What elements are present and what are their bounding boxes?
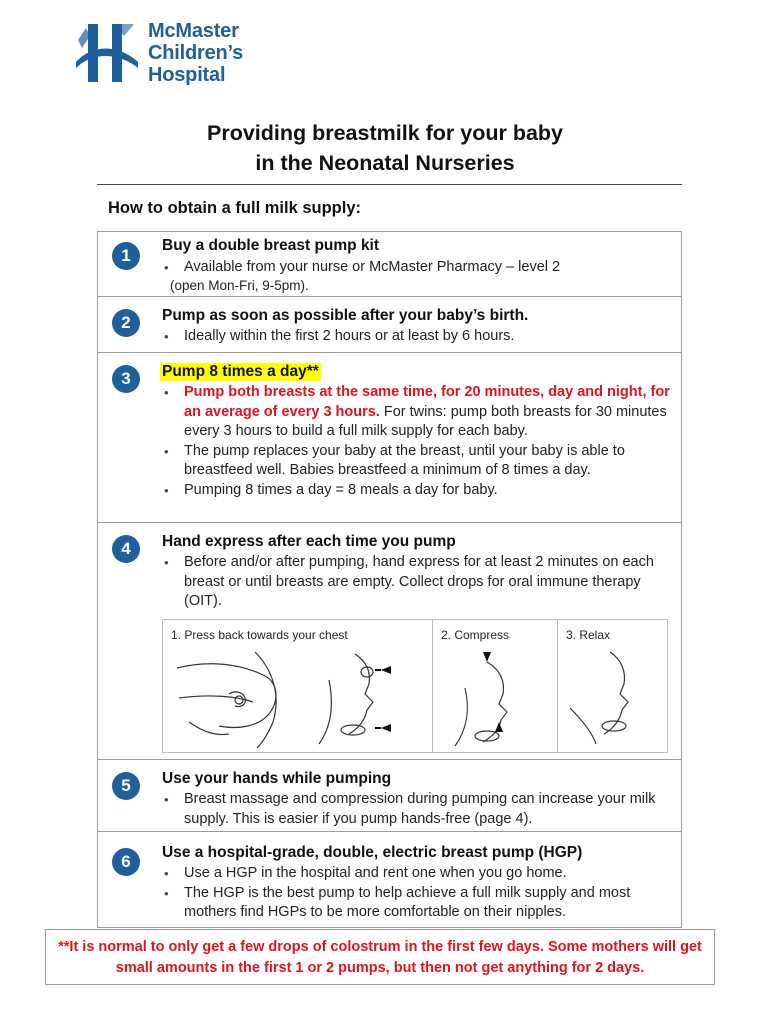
list-item: • Ideally within the first 2 hours or at least by 6 hours. — [162, 327, 677, 347]
step-heading: Buy a double breast pump kit — [162, 237, 380, 254]
step-bullet-list — [162, 790, 677, 829]
step-6 — [98, 832, 681, 927]
logo-h-mark-icon — [74, 22, 140, 84]
illustration-press-back — [163, 620, 433, 752]
step-bullet-list — [162, 327, 677, 347]
step-3 — [98, 353, 681, 523]
list-item: • Available from your nurse or McMaster Pharmacy – level 2 — [162, 258, 677, 278]
list-item: • The HGP is the best pump to help achieve a full milk supply and most mothers find HGPs to be more comfortable on their nipples. — [162, 884, 677, 923]
step-number-badge: 6 — [112, 848, 140, 876]
step-heading: Use a hospital-grade, double, electric breast pump (HGP) — [162, 844, 583, 861]
step-heading: Pump 8 times a day** — [162, 363, 319, 380]
step-number-badge: 2 — [112, 309, 140, 337]
list-item: • Pumping 8 times a day = 8 meals a day for baby. — [162, 481, 677, 501]
emphasis-text: Pump both breasts at the same time, for 20 minutes, day and night, for an average of every 3 hours. — [184, 384, 670, 420]
illustration-caption: 3. Relax — [566, 628, 611, 642]
list-item: • Use a HGP in the hospital and rent one when you go home. — [162, 864, 677, 884]
logo-line-3: Hospital — [148, 64, 226, 86]
body-text: For twins: pump both breasts for 30 minutes every 3 hours to build a full milk supply for each baby. — [184, 403, 667, 439]
step-1 — [98, 232, 681, 297]
step-number-badge: 1 — [112, 242, 140, 270]
step-heading: Use your hands while pumping — [162, 770, 392, 787]
step-5 — [98, 760, 681, 832]
illustration-caption: 1. Press back towards your chest — [171, 628, 348, 642]
step-number-badge: 4 — [112, 535, 140, 563]
steps-box — [97, 231, 682, 928]
step-bullet-list — [162, 258, 677, 278]
hospital-logo — [74, 18, 274, 93]
illustration-relax — [558, 620, 667, 752]
logo-line-2: Children’s — [148, 42, 244, 64]
step-heading: Pump as soon as possible after your baby’s birth. — [162, 307, 529, 324]
colostrum-footnote: **It is normal to only get a few drops of colostrum in the first few days. Some mothers will get small amounts in the first 1 or 2 pumps, but then not get anything for 2 days. — [45, 929, 715, 985]
illustration-compress — [433, 620, 558, 752]
step-bullet-list — [162, 383, 677, 500]
hand-expression-illustrations — [162, 619, 668, 753]
step-note: (open Mon-Fri, 9-5pm). — [170, 278, 309, 293]
step-heading: Hand express after each time you pump — [162, 533, 456, 550]
compress-illustration-icon — [447, 648, 547, 748]
page-title — [0, 118, 770, 178]
step-2 — [98, 297, 681, 353]
relax-illustration-icon — [566, 648, 662, 748]
step-number-badge: 3 — [112, 365, 140, 393]
step-bullet-list — [162, 553, 677, 612]
list-item — [162, 383, 677, 442]
hand-press-illustration-icon — [169, 650, 427, 748]
list-item: • Breast massage and compression during pumping can increase your milk supply. This is easier if you pump hands-free (page 4). — [162, 790, 677, 829]
step-bullet-list — [162, 864, 677, 923]
step-number-badge: 5 — [112, 772, 140, 800]
list-item: • The pump replaces your baby at the breast, until your baby is able to breastfeed well. Babies breastfeed a minimum of 8 times a day. — [162, 442, 677, 481]
illustration-caption: 2. Compress — [441, 628, 510, 642]
section-subheading: How to obtain a full milk supply: — [108, 199, 362, 217]
title-divider — [97, 184, 682, 185]
list-item: • Before and/or after pumping, hand express for at least 2 minutes on each breast or until breasts are empty. Collect drops for oral immune therapy (OIT). — [162, 553, 677, 612]
logo-wordmark — [148, 20, 243, 86]
logo-line-1: McMaster — [148, 20, 239, 42]
title-line-2: in the Neonatal Nurseries — [255, 151, 515, 175]
title-line-1: Providing breastmilk for your baby — [206, 121, 564, 145]
